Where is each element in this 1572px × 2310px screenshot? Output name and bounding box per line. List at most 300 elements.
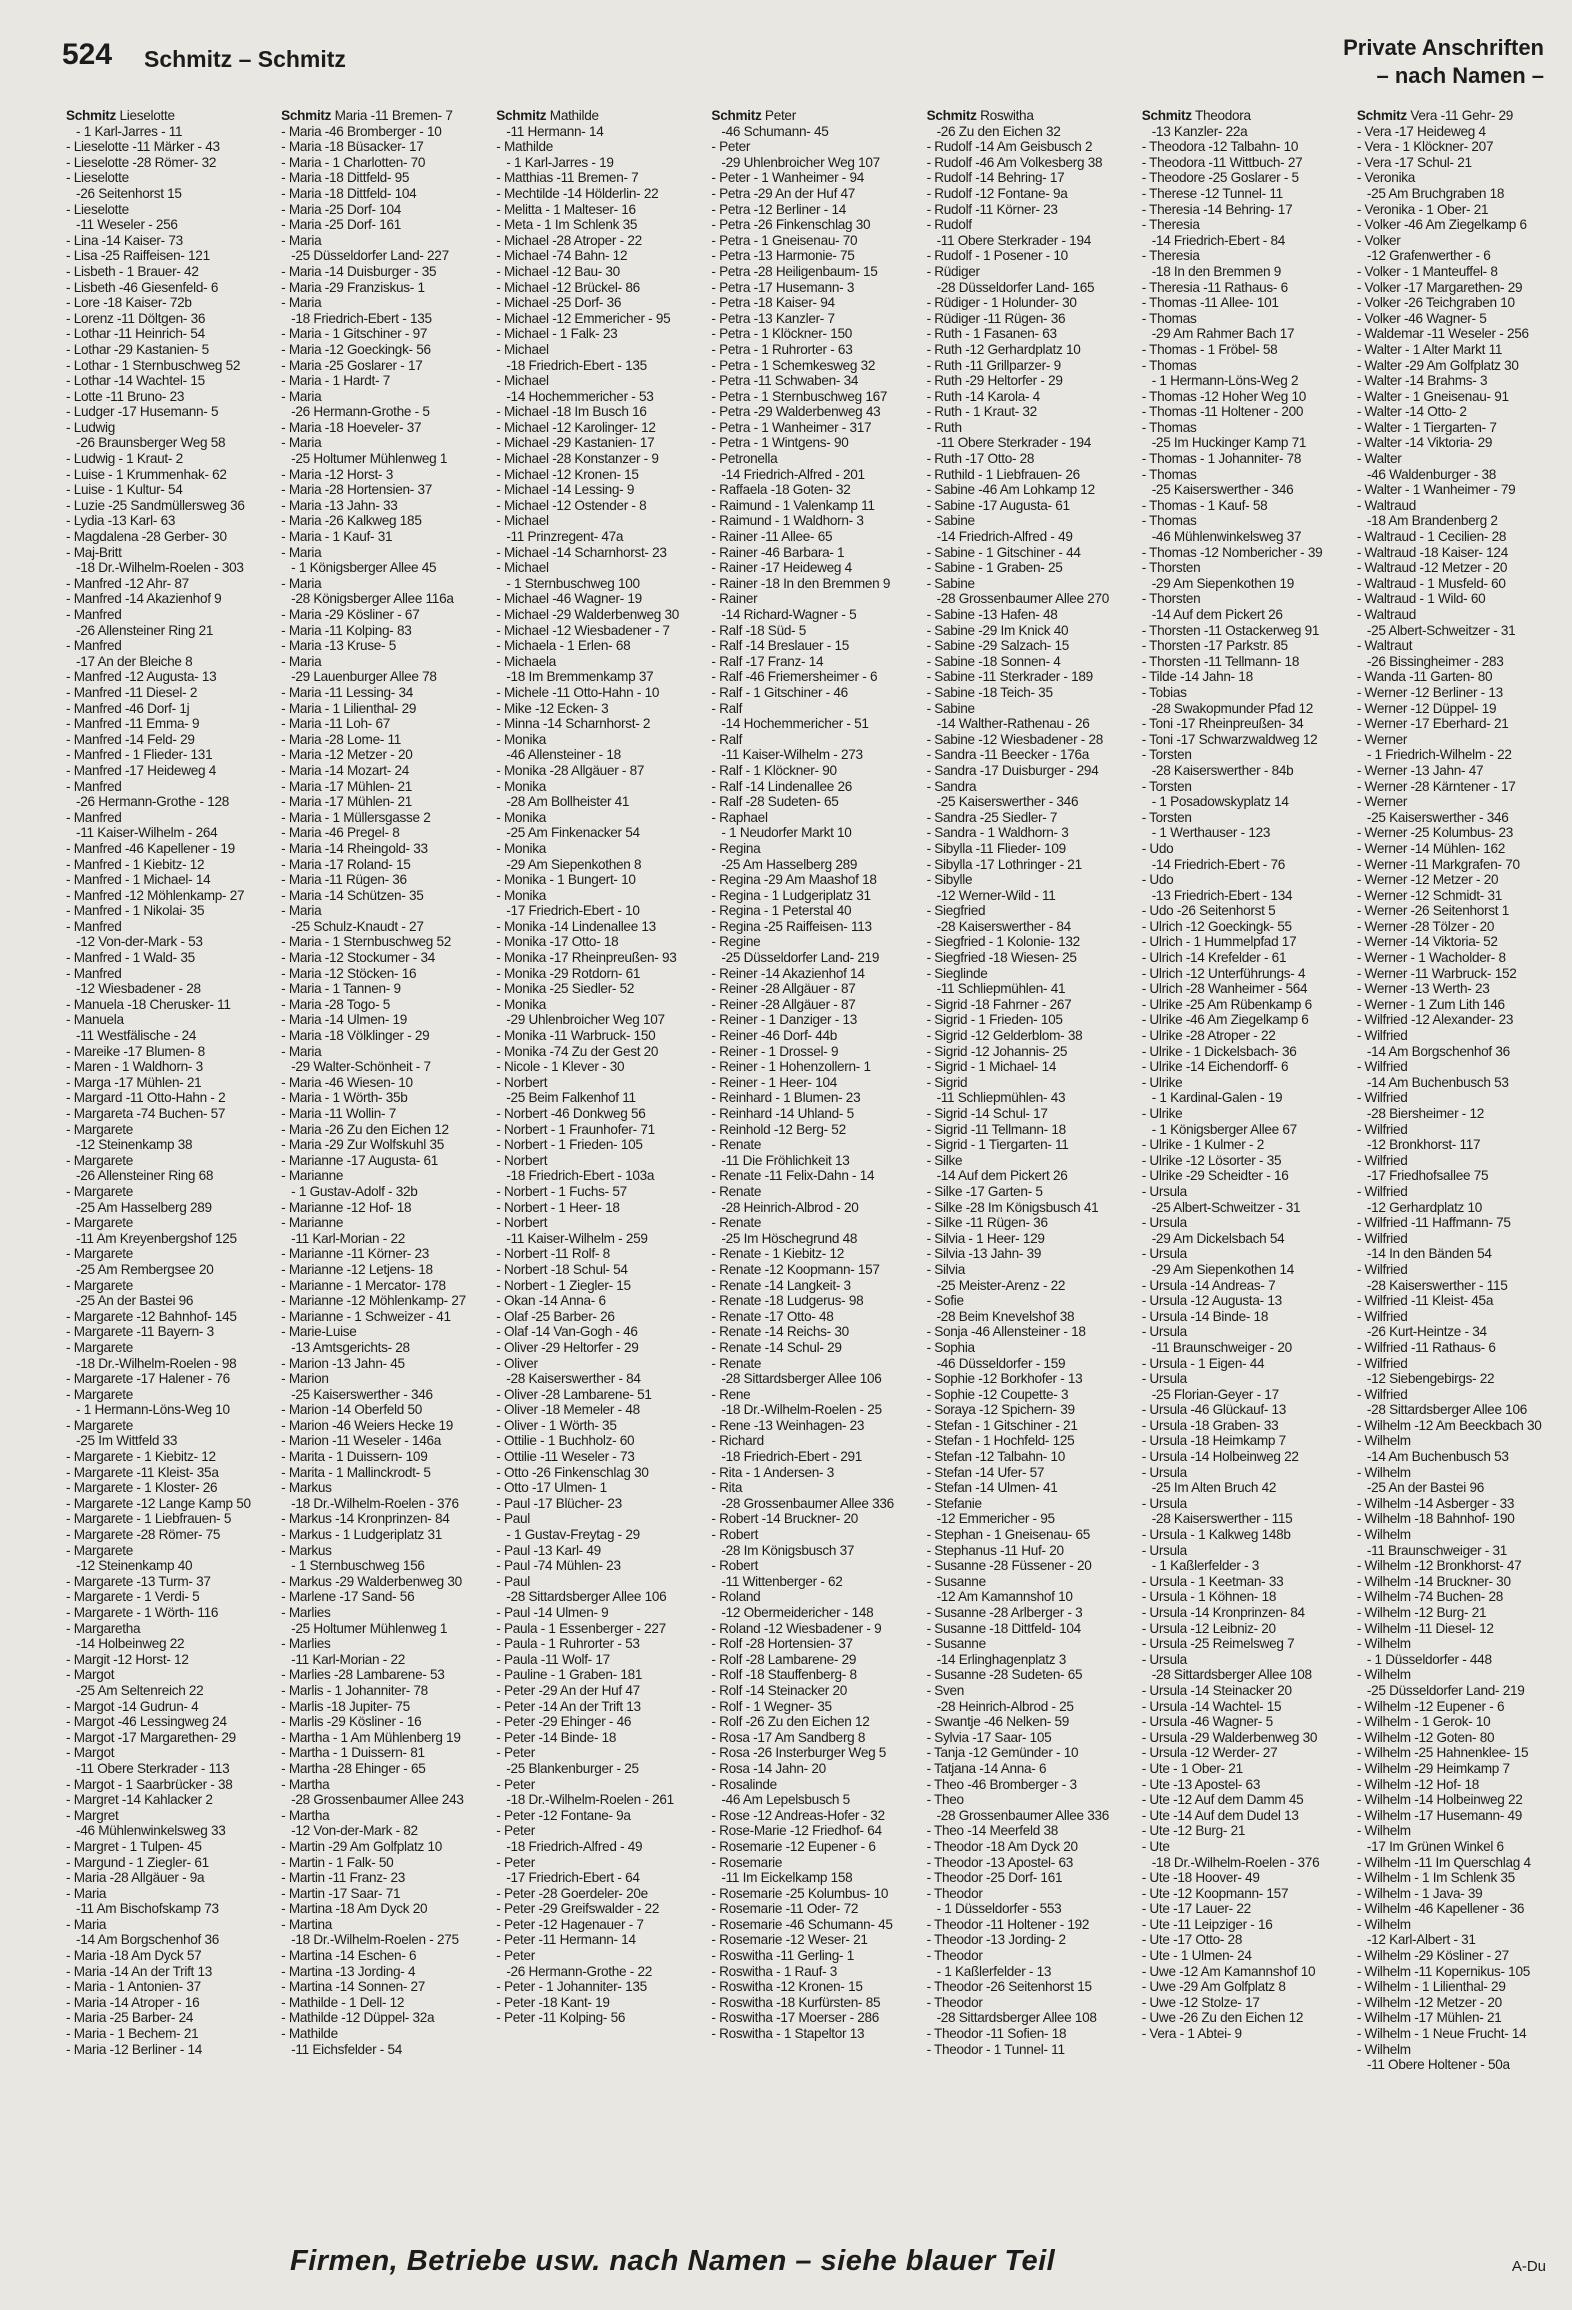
directory-entry: - Maria: [281, 388, 322, 404]
directory-entry: - Michael -12 Emmericher - 95: [496, 310, 671, 326]
directory-entry: - Monika: [496, 996, 547, 1012]
directory-entry: - Ursula -46 Glückauf- 13: [1141, 1402, 1287, 1418]
directory-entry: - Walter -14 Brahms- 3: [1356, 373, 1488, 389]
directory-entry: - Olaf -25 Barber- 26: [496, 1308, 615, 1324]
directory-entry: - Lieselotte -28 Römer- 32: [66, 154, 217, 170]
directory-entry: - Sophia: [926, 1339, 975, 1355]
directory-entry: - Sabine -29 Salzach- 15: [926, 638, 1069, 654]
directory-entry: - Lotte -11 Bruno- 23: [66, 388, 185, 404]
directory-entry: -25 Meister-Arenz - 22: [936, 1277, 1066, 1293]
directory-entry: - Ursula: [1141, 1183, 1187, 1199]
directory-entry: - Ursula: [1141, 1495, 1187, 1511]
directory-entry: - Tobias: [1141, 684, 1187, 700]
directory-entry: - Martina -14 Eschen- 6: [281, 1948, 417, 1964]
directory-entry: - Wilhelm -29 Kösliner - 27: [1356, 1948, 1509, 1964]
directory-entry: - Ursula -14 Andreas- 7: [1141, 1277, 1276, 1293]
directory-entry: - Sigrid - 1 Michael- 14: [926, 1059, 1057, 1075]
directory-entry: - Waltraud: [1356, 607, 1417, 622]
directory-entry: - Reiner -28 Allgäuer - 87: [711, 981, 856, 997]
directory-entry: - Ursula - 1 Köhnen- 18: [1141, 1589, 1277, 1605]
directory-entry: - Lothar - 1 Sternbuschweg 52: [66, 357, 241, 373]
directory-entry: - Marlies: [281, 1636, 331, 1652]
directory-entry: - Olaf -14 Van-Gogh - 46: [496, 1324, 638, 1340]
directory-entry: - Ralf -14 Breslauer - 15: [711, 638, 849, 654]
directory-entry: - Lieselotte: [66, 201, 129, 217]
directory-entry: - Thorsten: [1141, 591, 1201, 607]
directory-entry: - Sigrid -14 Schul- 17: [926, 1106, 1048, 1121]
directory-entry: -18 Friedrich-Ebert - 291: [721, 1449, 862, 1465]
directory-entry: - Maria -29 Franziskus- 1: [281, 279, 425, 295]
directory-entry: - Rolf -14 Steinacker 20: [711, 1682, 848, 1698]
directory-entry: - Sibylla -11 Flieder- 109: [926, 840, 1066, 856]
directory-entry: -28 Sittardsberger Allee 108: [1151, 1667, 1312, 1683]
directory-entry: - Michael -12 Karolinger- 12: [496, 419, 656, 435]
directory-entry: - Werner -28 Tölzer - 20: [1356, 918, 1495, 934]
directory-entry: - Maria -12 Metzer - 20: [281, 747, 413, 763]
directory-entry: - Maria -13 Jahn- 33: [281, 497, 398, 513]
directory-entry: - Renate: [711, 1183, 762, 1199]
directory-entry: - Margund - 1 Ziegler- 61: [66, 1854, 209, 1870]
surname-heading: Schmitz: [66, 108, 117, 123]
directory-entry: - Toni -17 Schwarzwaldweg 12: [1141, 731, 1318, 747]
directory-entry: - Sigrid -12 Gelderblom- 38: [926, 1028, 1083, 1044]
directory-entry: -46 Düsseldorfer - 159: [936, 1355, 1066, 1371]
directory-entry: - Marianne -12 Hof- 18: [281, 1199, 412, 1215]
directory-entry: -13 Friedrich-Ebert - 134: [1151, 887, 1293, 903]
directory-entry: - Ursula -14 Holbeinweg 22: [1141, 1449, 1299, 1465]
directory-entry: - Martina -13 Jording- 4: [281, 1963, 416, 1979]
directory-entry: - Peter -29 Greifswalder - 22: [496, 1901, 660, 1917]
directory-entry: - Werner -28 Kärntener - 17: [1356, 778, 1516, 794]
directory-entry: - Wilhelm - 1 Gerok- 10: [1356, 1714, 1491, 1730]
directory-entry: - Maria - 1 Bechem- 21: [66, 2026, 199, 2042]
directory-entry: -25 Kaiserswerther - 346: [936, 794, 1079, 810]
directory-entry: - Lisbeth -46 Giesenfeld- 6: [66, 279, 219, 295]
directory-entry: - Petra -17 Husemann- 3: [711, 279, 855, 295]
directory-entry: - Ursula -14 Steinacker 20: [1141, 1682, 1292, 1698]
directory-entry: - Peter: [496, 1776, 535, 1792]
directory-entry: - 1 Neudorfer Markt 10: [721, 825, 852, 841]
directory-entry: - Maria -25 Goslarer - 17: [281, 357, 423, 373]
directory-entry: - Marion -14 Oberfeld 50: [281, 1402, 423, 1418]
directory-entry: - Ursula - 1 Kalkweg 148b: [1141, 1527, 1291, 1543]
directory-column: [66, 108, 265, 2188]
directory-entry: - Sigrid -11 Tellmann- 18: [926, 1121, 1066, 1137]
directory-entry: - Ute -14 Auf dem Dudel 13: [1141, 1807, 1299, 1823]
directory-entry: - Wilhelm: [1356, 1667, 1411, 1683]
directory-entry: - Monika - 1 Bungert- 10: [496, 872, 636, 888]
directory-entry: - Martina -18 Am Dyck 20: [281, 1901, 428, 1917]
directory-entry: - Melitta - 1 Malteser- 16: [496, 201, 636, 217]
directory-entry: - Martha - 1 Duissern- 81: [281, 1745, 425, 1761]
directory-entry: -28 Beim Knevelshof 38: [936, 1308, 1075, 1324]
directory-entry: - Veronika - 1 Ober- 21: [1356, 201, 1489, 217]
directory-entry: -14 Walther-Rathenau - 26: [936, 716, 1090, 732]
directory-entry: - Margarete: [66, 1215, 133, 1231]
directory-entry: - Ulrike: [1141, 1074, 1183, 1090]
directory-entry: - 1 Gustav-Adolf - 32b: [291, 1183, 418, 1199]
directory-entry: -11 Obere Holtener - 50a: [1366, 2057, 1510, 2073]
directory-entry: - Markus - 1 Ludgeriplatz 31: [281, 1527, 442, 1543]
directory-entry: -26 Hermann-Grothe - 128: [76, 794, 229, 810]
directory-entry: - Silvia: [926, 1261, 965, 1277]
directory-entry: - Werner -17 Eberhard- 21: [1356, 716, 1509, 732]
directory-entry: - Paul: [496, 1573, 530, 1589]
directory-entry: - Maria: [281, 575, 322, 591]
directory-entry: - Theodora -12 Talbahn- 10: [1141, 139, 1299, 155]
directory-entry: - Wilhelm -12 Metzer - 20: [1356, 1994, 1502, 2010]
directory-entry: -29 Am Siepenkothen 14: [1151, 1261, 1294, 1277]
directory-entry: [711, 108, 910, 124]
surname-heading: Schmitz: [1141, 108, 1192, 123]
directory-entry: - Stefan -14 Ufer- 57: [926, 1464, 1045, 1480]
directory-entry: - Maria -26 Zu den Eichen 12: [281, 1121, 449, 1137]
directory-entry: - Marion -13 Jahn- 45: [281, 1355, 405, 1371]
directory-entry: -14 Am Borgschenhof 36: [1366, 1043, 1510, 1059]
directory-entry: - Peter -12 Hagenauer - 7: [496, 1916, 644, 1932]
directory-entry: - Susanne -28 Füssener - 20: [926, 1558, 1092, 1574]
directory-entry: - Wilhelm -12 Am Beeckbach 30: [1356, 1417, 1542, 1433]
directory-entry: - Wilhelm: [1356, 1527, 1411, 1543]
directory-entry: -12 Grafenwerther - 6: [1366, 248, 1491, 264]
directory-entry: - Siegfried -18 Wiesen- 25: [926, 950, 1077, 966]
directory-entry: - Silke -11 Rügen- 36: [926, 1215, 1048, 1231]
directory-entry: - Manfred -11 Diesel- 2: [66, 684, 198, 700]
directory-entry: - Michael: [496, 341, 549, 357]
directory-entry: - Ursula -14 Binde- 18: [1141, 1308, 1269, 1324]
directory-entry: - Sabine -17 Augusta- 61: [926, 497, 1070, 513]
directory-entry: - Lothar -29 Kastanien- 5: [66, 341, 209, 357]
directory-entry: -17 An der Bleiche 8: [76, 653, 193, 669]
directory-entry: -28 Biersheimer - 12: [1366, 1106, 1484, 1121]
directory-entry: -28 Grossenbaumer Allee 336: [936, 1807, 1110, 1823]
directory-entry: - Petra -13 Harmonie- 75: [711, 248, 855, 264]
directory-entry: - Veronika: [1356, 170, 1416, 186]
directory-entry: -17 Friedrich-Ebert - 64: [506, 1870, 640, 1886]
directory-entry: - Maria -11 Rügen- 36: [281, 872, 407, 888]
directory-entry: - Wilfried: [1356, 1028, 1408, 1044]
entry-text: Lieselotte: [116, 108, 175, 123]
directory-entry: - Rolf - 1 Wegner- 35: [711, 1698, 832, 1714]
entry-text: Roswitha: [976, 108, 1034, 123]
directory-entry: - Norbert -18 Schul- 54: [496, 1261, 628, 1277]
directory-entry: - Sieglinde: [926, 965, 988, 981]
directory-entry: - Theodor -18 Am Dyck 20: [926, 1838, 1078, 1854]
directory-entry: - Renate -14 Langkeit- 3: [711, 1277, 851, 1293]
directory-entry: - Sabine -12 Wiesbadener - 28: [926, 731, 1103, 747]
directory-entry: - Rudolf: [926, 217, 972, 233]
directory-entry: - Margarete -12 Bahnhof- 145: [66, 1308, 237, 1324]
directory-entry: - Peter -18 Kant- 19: [496, 1994, 610, 2010]
directory-entry: - Wilhelm -29 Heimkamp 7: [1356, 1760, 1510, 1776]
directory-entry: -12 Am Kamannshof 10: [936, 1589, 1073, 1605]
directory-entry: - Wilhelm - 1 Java- 39: [1356, 1885, 1483, 1901]
directory-entry: - Ute -18 Hoover- 49: [1141, 1870, 1260, 1886]
directory-entry: -28 Am Bollheister 41: [506, 794, 630, 810]
directory-entry: - Wilhelm -11 Kopernikus- 105: [1356, 1963, 1530, 1979]
directory-entry: - Ralf -28 Sudeten- 65: [711, 794, 839, 810]
directory-entry: - Maria -14 Schützen- 35: [281, 887, 424, 903]
directory-entry: - Rainer: [711, 591, 758, 607]
directory-entry: - Maria: [281, 435, 322, 451]
directory-entry: - Ute -12 Auf dem Damm 45: [1141, 1792, 1304, 1808]
directory-entry: -11 Prinzregent- 47a: [506, 529, 624, 545]
directory-entry: - Sabine: [926, 513, 975, 529]
directory-entry: - Peter - 1 Wanheimer - 94: [711, 170, 865, 186]
directory-entry: - Ursula: [1141, 1246, 1187, 1262]
directory-entry: - Norbert: [496, 1074, 548, 1090]
directory-entry: -11 Die Fröhlichkeit 13: [721, 1152, 850, 1168]
directory-entry: - Torsten: [1141, 809, 1192, 825]
directory-entry: - Werner -13 Werth- 23: [1356, 981, 1490, 997]
directory-entry: - Ursula -29 Walderbenweg 30: [1141, 1729, 1318, 1745]
entry-text: Maria -11 Bremen- 7: [331, 108, 453, 123]
directory-entry: - Monika -17 Rheinpreußen- 93: [496, 950, 677, 966]
directory-entry: -25 Am Hasselberg 289: [721, 856, 858, 872]
directory-entry: -25 Florian-Geyer - 17: [1151, 1386, 1279, 1402]
directory-column: [281, 108, 480, 2188]
directory-entry: - Petra -11 Schwaben- 34: [711, 373, 859, 389]
directory-entry: - Margarete: [66, 1339, 133, 1355]
directory-entry: - Maria -18 Dittfeld- 104: [281, 185, 417, 201]
directory-entry: - Ursula -12 Leibniz- 20: [1141, 1620, 1276, 1636]
directory-entry: - Maria -14 Ulmen- 19: [281, 1012, 408, 1028]
directory-entry: - Petra - 1 Wintgens- 90: [711, 435, 849, 451]
directory-column: [927, 108, 1126, 2188]
directory-entry: - Monika -11 Warbruck- 150: [496, 1028, 656, 1044]
directory-entry: - Maria -29 Kösliner - 67: [281, 607, 420, 622]
directory-entry: - Susanne -18 Dittfeld- 104: [926, 1620, 1081, 1636]
directory-entry: -29 Uhlenbroicher Weg 107: [506, 1012, 665, 1028]
directory-entry: - Volker: [1356, 232, 1401, 248]
directory-entry: - Ute -13 Apostel- 63: [1141, 1776, 1261, 1792]
directory-entry: - Thomas: [1141, 419, 1197, 435]
directory-entry: - Wilfried: [1356, 1355, 1408, 1371]
directory-entry: - Thomas: [1141, 513, 1197, 529]
directory-entry: - Margit -12 Horst- 12: [66, 1651, 189, 1667]
directory-entry: -14 Friedrich-Alfred - 49: [936, 529, 1073, 545]
directory-entry: - Martha: [281, 1807, 330, 1823]
directory-entry: - Theresia -11 Rathaus- 6: [1141, 279, 1288, 295]
directory-entry: -25 Holtumer Mühlenweg 1: [291, 1620, 448, 1636]
directory-entry: -46 Am Lepelsbusch 5: [721, 1792, 850, 1808]
directory-entry: - Renate: [711, 1355, 762, 1371]
directory-entry: - Rudolf - 1 Posener - 10: [926, 248, 1068, 264]
directory-entry: - Wilhelm -74 Buchen- 28: [1356, 1589, 1504, 1605]
directory-entry: - Manfred -11 Emma- 9: [66, 716, 200, 732]
directory-entry: - Oliver -18 Memeler - 48: [496, 1402, 640, 1418]
directory-entry: - Ruth - 1 Kraut- 32: [926, 404, 1037, 420]
directory-entry: -12 Bronkhorst- 117: [1366, 1137, 1481, 1153]
directory-entry: - Maria - 1 Tannen- 9: [281, 981, 401, 997]
entry-text: Mathilde: [546, 108, 599, 123]
directory-entry: - Thomas -11 Holtener - 200: [1141, 404, 1304, 420]
directory-entry: -18 Friedrich-Ebert - 135: [291, 310, 432, 326]
directory-entry: - Werner -12 Düppel- 19: [1356, 700, 1497, 716]
directory-entry: - Paula -11 Wolf- 17: [496, 1651, 610, 1667]
directory-entry: - Manuela: [66, 1012, 124, 1028]
directory-entry: - Ruthild - 1 Liebfrauen- 26: [926, 466, 1080, 482]
directory-entry: - Wilhelm: [1356, 1636, 1411, 1652]
directory-entry: - Ulrich - 1 Hummelpfad 17: [1141, 934, 1297, 950]
directory-entry: - Petronella: [711, 451, 778, 467]
directory-entry: - Theodor -13 Apostel- 63: [926, 1854, 1073, 1870]
directory-entry: - Silvia - 1 Heer- 129: [926, 1230, 1045, 1246]
directory-entry: -12 Von-der-Mark - 82: [291, 1823, 418, 1839]
directory-entry: - Maria -18 Am Dyck 57: [66, 1948, 202, 1964]
directory-entry: - Norbert - 1 Heer- 18: [496, 1199, 620, 1215]
directory-entry: - Peter: [496, 1823, 535, 1839]
directory-entry: - Therese -12 Tunnel- 11: [1141, 185, 1283, 201]
directory-entry: - Ulrike -12 Lösorter - 35: [1141, 1152, 1282, 1168]
directory-entry: - Ulrike -29 Scheidter - 16: [1141, 1168, 1289, 1184]
page-number: 524: [62, 38, 113, 71]
directory-entry: - Luise - 1 Krummenhak- 62: [66, 466, 227, 482]
directory-entry: - Werner: [1356, 731, 1408, 747]
directory-entry: -11 Braunschweiger - 31: [1366, 1542, 1508, 1558]
directory-entry: - Thorsten: [1141, 560, 1201, 576]
directory-entry: - Theo -14 Meerfeld 38: [926, 1823, 1058, 1839]
directory-entry: - Lydia -13 Karl- 63: [66, 513, 176, 529]
directory-entry: - Toni -17 Rheinpreußen- 34: [1141, 716, 1304, 732]
directory-entry: - Ursula -14 Kronprinzen- 84: [1141, 1605, 1305, 1620]
directory-entry: - Ursula: [1141, 1651, 1187, 1667]
directory-entry: - Maria -12 Stöcken- 16: [281, 965, 417, 981]
directory-entry: - Rene: [711, 1386, 751, 1402]
directory-entry: -11 Westfälische - 24: [76, 1028, 197, 1044]
directory-entry: - Manfred -12 Ahr- 87: [66, 575, 189, 591]
directory-entry: - Uwe -12 Am Kamannshof 10: [1141, 1963, 1316, 1979]
directory-entry: - Renate -11 Felix-Dahn - 14: [711, 1168, 875, 1184]
directory-entry: - Ute - 1 Ulmen- 24: [1141, 1948, 1252, 1964]
directory-entry: - Wilhelm -46 Kapellener - 36: [1356, 1901, 1525, 1917]
directory-entry: - Marianne - 1 Schweizer - 41: [281, 1308, 451, 1324]
directory-entry: - Roswitha -18 Kurfürsten- 85: [711, 1994, 881, 2010]
directory-entry: - Manfred -14 Akazienhof 9: [66, 591, 222, 607]
directory-entry: - Luzie -25 Sandmüllersweg 36: [66, 497, 245, 513]
directory-entry: -14 Auf dem Pickert 26: [1151, 607, 1283, 622]
directory-entry: - Silke -17 Garten- 5: [926, 1183, 1043, 1199]
directory-entry: -14 Friedrich-Alfred - 201: [721, 466, 865, 482]
directory-entry: - Roland: [711, 1589, 761, 1605]
directory-entry: - Magdalena -28 Gerber- 30: [66, 529, 227, 545]
directory-entry: - Marlis - 1 Johanniter- 78: [281, 1682, 428, 1698]
directory-entry: -14 Friedrich-Ebert - 76: [1151, 856, 1286, 872]
directory-entry: -12 Werner-Wild - 11: [936, 887, 1056, 903]
directory-entry: - Marion -46 Weiers Hecke 19: [281, 1417, 454, 1433]
directory-entry: - Marion: [281, 1371, 329, 1387]
directory-entry: [927, 108, 1126, 124]
directory-entry: -46 Allensteiner - 18: [506, 747, 621, 763]
directory-entry: - Ulrich -28 Wanheimer - 564: [1141, 981, 1308, 997]
directory-entry: - Werner -13 Jahn- 47: [1356, 762, 1484, 778]
directory-entry: - Wilhelm -25 Hahnenklee- 15: [1356, 1745, 1529, 1761]
directory-entry: - Norbert - 1 Fuchs- 57: [496, 1183, 627, 1199]
directory-entry: - Michaela: [496, 653, 556, 669]
directory-entry: - Ruth: [926, 419, 962, 435]
directory-entry: - Maria - 1 Antonien- 37: [66, 1979, 201, 1995]
directory-entry: - Ralf - 1 Klöckner- 90: [711, 762, 837, 778]
directory-entry: - Sabine -46 Am Lohkamp 12: [926, 482, 1095, 498]
directory-entry: - Wanda -11 Garten- 80: [1356, 669, 1493, 685]
directory-entry: - Udo -26 Seitenhorst 5: [1141, 903, 1276, 919]
directory-entry: - Rudolf -46 Am Volkesberg 38: [926, 154, 1103, 170]
entry-text: Peter: [761, 108, 796, 123]
directory-entry: - Petra - 1 Schemkesweg 32: [711, 357, 876, 373]
directory-entry: - Rolf -26 Zu den Eichen 12: [711, 1714, 870, 1730]
directory-entry: - Petra -28 Heiligenbaum- 15: [711, 263, 878, 279]
directory-entry: - Regina -29 Am Maashof 18: [711, 872, 877, 888]
directory-entry: - Peter -14 An der Trift 13: [496, 1698, 641, 1714]
directory-entry: - Meta - 1 Im Schlenk 35: [496, 217, 638, 233]
directory-entry: - Reinhard -14 Uhland- 5: [711, 1106, 854, 1121]
directory-entry: - Ottilie - 1 Buchholz- 60: [496, 1433, 635, 1449]
directory-entry: - Walter: [1356, 451, 1402, 467]
directory-entry: - Margret - 1 Tulpen- 45: [66, 1838, 202, 1854]
directory-entry: - 1 Hermann-Löns-Weg 2: [1151, 373, 1299, 389]
directory-entry: - Paula - 1 Essenberger - 227: [496, 1620, 666, 1636]
directory-entry: - 1 Kaßlerfelder - 13: [936, 1963, 1052, 1979]
surname-heading: Schmitz: [1356, 108, 1407, 123]
directory-entry: - Ursula: [1141, 1324, 1187, 1340]
directory-entry: - Udo: [1141, 840, 1174, 856]
directory-entry: - Michael -14 Lessing- 9: [496, 482, 635, 498]
directory-entry: - Manfred - 1 Michael- 14: [66, 872, 211, 888]
directory-entry: - Sandra -17 Duisburger - 294: [926, 762, 1099, 778]
directory-entry: - Regine: [711, 934, 761, 950]
directory-entry: - Reinhard - 1 Blumen- 23: [711, 1090, 861, 1106]
directory-entry: - Maria: [281, 653, 322, 669]
directory-entry: - Sibylle: [926, 872, 973, 888]
directory-entry: -28 Swakopmunder Pfad 12: [1151, 700, 1314, 716]
directory-entry: -25 Schulz-Knaudt - 27: [291, 918, 424, 934]
directory-entry: - Ulrike -25 Am Rübenkamp 6: [1141, 996, 1312, 1012]
directory-entry: - Maria -14 Duisburger - 35: [281, 263, 437, 279]
directory-entry: - Wilhelm -17 Husemann- 49: [1356, 1807, 1523, 1823]
directory-entry: - Norbert - 1 Ziegler- 15: [496, 1277, 631, 1293]
directory-entry: - Renate -18 Ludgerus- 98: [711, 1293, 864, 1309]
directory-entry: -14 Richard-Wagner - 5: [721, 607, 857, 622]
directory-entry: - Michael -29 Kastanien- 17: [496, 435, 655, 451]
directory-entry: - Rene -13 Weinhagen- 23: [711, 1417, 865, 1433]
directory-entry: - Ursula -46 Wagner- 5: [1141, 1714, 1273, 1730]
directory-entry: - Paul -17 Blücher- 23: [496, 1495, 622, 1511]
directory-entry: - Peter: [711, 139, 751, 155]
directory-entry: - Martha: [281, 1776, 330, 1792]
directory-entry: - Maria -28 Togo- 5: [281, 996, 391, 1012]
directory-entry: -28 Heinrich-Albrod - 20: [721, 1199, 859, 1215]
directory-entry: - Ruth -29 Heltorfer - 29: [926, 373, 1063, 389]
directory-entry: - Thorsten -11 Ostackerweg 91: [1141, 622, 1320, 638]
surname-heading: Schmitz: [281, 108, 332, 123]
directory-entry: - Maria -18 Hoeveler- 37: [281, 419, 422, 435]
directory-entry: - Sofie: [926, 1293, 964, 1309]
directory-entry: - Manfred -12 Möhlenkamp- 27: [66, 887, 245, 903]
directory-entry: - 1 Posadowskyplatz 14: [1151, 794, 1289, 810]
directory-entry: - Margarete: [66, 1152, 133, 1168]
directory-entry: - Rudolf -11 Körner- 23: [926, 201, 1058, 217]
directory-entry: - Paul -74 Mühlen- 23: [496, 1558, 621, 1574]
directory-entry: - Ulrike - 1 Kulmer - 2: [1141, 1137, 1264, 1153]
directory-entry: -25 Kaiserswerther - 346: [1151, 482, 1294, 498]
directory-entry: - Robert: [711, 1558, 759, 1574]
directory-entry: - Volker - 1 Manteuffel- 8: [1356, 263, 1498, 279]
directory-entry: - Manfred - 1 Wald- 35: [66, 950, 195, 966]
directory-entry: - Wilhelm - 1 Im Schlenk 35: [1356, 1870, 1515, 1886]
directory-entry: - Maria: [281, 1043, 322, 1059]
directory-entry: - Peter -28 Goerdeler- 20e: [496, 1885, 648, 1901]
directory-entry: - Monika: [496, 809, 547, 825]
